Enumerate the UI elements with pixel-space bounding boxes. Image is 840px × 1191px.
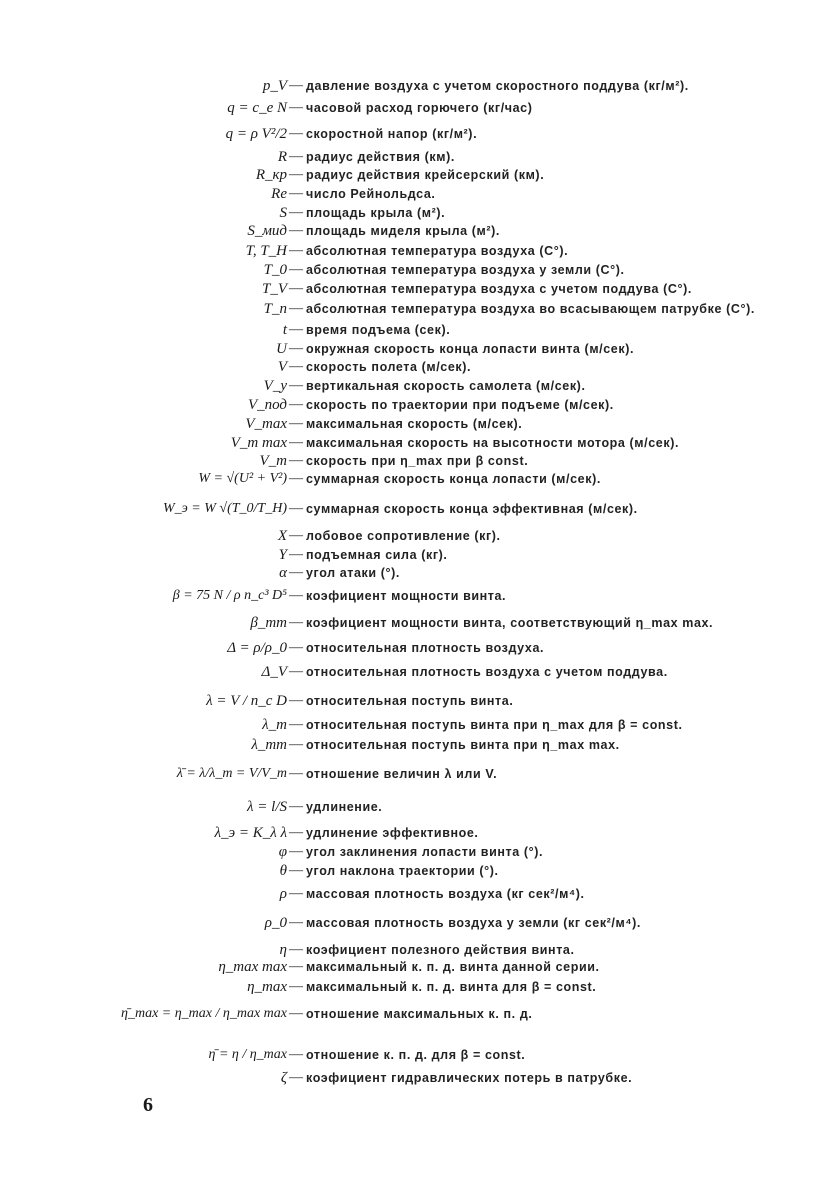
symbol-entry	[0, 660, 840, 684]
symbol-entry	[0, 795, 840, 819]
entry-description: подъемная сила (кг).	[306, 548, 448, 562]
symbol-entry	[0, 122, 840, 146]
symbol-entry	[0, 636, 840, 660]
entry-symbol: R	[277, 149, 287, 165]
entry-dash: —	[289, 471, 303, 486]
entry-symbol: V_m	[259, 453, 287, 469]
entry-dash: —	[289, 717, 303, 732]
entry-dash: —	[289, 281, 303, 296]
entry-dash: —	[289, 799, 303, 814]
entry-symbol: Re	[271, 186, 287, 202]
entry-description: окружная скорость конца лопасти винта (м/сек).	[306, 342, 635, 356]
entry-dash: —	[289, 341, 303, 356]
entry-dash: —	[289, 205, 303, 220]
entry-dash: —	[289, 378, 303, 393]
entry-symbol: t	[282, 322, 287, 338]
entry-description: суммарная скорость конца эффективная (м/сек).	[306, 502, 638, 516]
entry-description: отношение к. п. д. для β = const.	[306, 1048, 526, 1062]
entry-dash: —	[289, 959, 303, 974]
entry-symbol: p_V	[262, 78, 287, 94]
entry-dash: —	[289, 886, 303, 901]
entry-symbol: Y	[278, 547, 287, 563]
entry-symbol: λ = V / n_c D	[206, 693, 287, 709]
entry-symbol: λ = l/S	[247, 799, 287, 815]
entry-dash: —	[289, 126, 303, 141]
symbol-entry	[0, 1002, 840, 1026]
entry-description: скорость по траектории при подъеме (м/сек).	[306, 398, 614, 412]
entry-dash: —	[289, 863, 303, 878]
entry-dash: —	[289, 262, 303, 277]
entry-dash: —	[289, 223, 303, 238]
entry-description: массовая плотность воздуха (кг сек²/м⁴).	[306, 887, 585, 901]
entry-description: относительная плотность воздуха с учетом поддува.	[306, 665, 668, 679]
entry-description: относительная поступь винта.	[306, 694, 514, 708]
entry-symbol: T_V	[261, 281, 287, 297]
entry-description: часовой расход горючего (кг/час)	[306, 101, 533, 115]
entry-symbol: W = √(U² + V²)	[198, 471, 287, 486]
symbol-entry	[0, 689, 840, 713]
entry-symbol: η_max max	[218, 959, 287, 975]
entry-dash: —	[289, 453, 303, 468]
symbol-entry	[0, 74, 840, 98]
entry-dash: —	[289, 100, 303, 115]
entry-description: максимальная скорость (м/сек).	[306, 417, 523, 431]
entry-description: скоростной напор (кг/м²).	[306, 127, 478, 141]
symbol-entry	[0, 911, 840, 935]
entry-dash: —	[289, 565, 303, 580]
entry-symbol: η_max	[247, 979, 287, 995]
entry-symbol: T_п	[263, 301, 287, 317]
entry-description: удлинение эффективное.	[306, 826, 479, 840]
entry-symbol: Δ_V	[261, 664, 287, 680]
entry-symbol: T_0	[263, 262, 287, 278]
symbol-entry	[0, 584, 840, 608]
entry-dash: —	[289, 693, 303, 708]
entry-symbol: η	[279, 942, 287, 958]
entry-description: число Рейнольдса.	[306, 187, 436, 201]
entry-symbol: S_мид	[247, 223, 287, 239]
symbol-entry	[0, 96, 840, 120]
entry-dash: —	[289, 942, 303, 957]
entry-description: площадь миделя крыла (м²).	[306, 224, 500, 238]
entry-symbol: q = ρ V²/2	[225, 126, 287, 142]
entry-symbol: q = c_e N	[227, 100, 287, 116]
entry-dash: —	[289, 416, 303, 431]
entry-symbol: λ_m	[262, 717, 287, 733]
entry-symbol: X	[277, 528, 287, 544]
entry-description: площадь крыла (м²).	[306, 206, 446, 220]
entry-dash: —	[289, 915, 303, 930]
entry-symbol: ρ_0	[264, 915, 287, 931]
entry-symbol: λ̄ = λ/λ_m = V/V_m	[176, 766, 287, 781]
entry-description: удлинение.	[306, 800, 383, 814]
entry-description: относительная поступь винта при η_max max.	[306, 738, 620, 752]
entry-description: относительная плотность воздуха.	[306, 641, 545, 655]
entry-dash: —	[289, 766, 303, 781]
entry-description: время подъема (сек).	[306, 323, 451, 337]
symbol-entry	[0, 561, 840, 585]
entry-description: абсолютная температура воздуха у земли (C°).	[306, 263, 625, 277]
entry-symbol: λ_э = K_λ λ	[214, 825, 287, 841]
entry-symbol: η̄ = η / η_max	[208, 1047, 287, 1062]
symbol-entry	[0, 882, 840, 906]
entry-description: коэфициент мощности винта, соответствующий η_max max.	[306, 616, 714, 630]
entry-dash: —	[289, 737, 303, 752]
entry-dash: —	[289, 844, 303, 859]
entry-dash: —	[289, 397, 303, 412]
entry-description: радиус действия крейсерский (км).	[306, 168, 545, 182]
entry-symbol: ρ	[279, 886, 287, 902]
entry-symbol: V_m max	[230, 435, 287, 451]
entry-dash: —	[289, 664, 303, 679]
entry-symbol: V_y	[263, 378, 287, 394]
entry-dash: —	[289, 528, 303, 543]
entry-description: угол наклона траектории (°).	[306, 864, 499, 878]
entry-symbol: V_max	[245, 416, 287, 432]
entry-description: суммарная скорость конца лопасти (м/сек).	[306, 472, 601, 486]
entry-dash: —	[289, 149, 303, 164]
entry-symbol: V_под	[247, 397, 287, 413]
entry-description: относительная поступь винта при η_max для β = const.	[306, 718, 683, 732]
entry-dash: —	[289, 359, 303, 374]
entry-dash: —	[289, 1047, 303, 1062]
entry-dash: —	[289, 640, 303, 655]
entry-symbol: β = 75 N / ρ n_c³ D⁵	[172, 588, 287, 603]
entry-description: массовая плотность воздуха у земли (кг сек²/м⁴).	[306, 916, 641, 930]
entry-description: максимальный к. п. д. винта для β = const.	[306, 980, 597, 994]
symbol-entry	[0, 467, 840, 491]
entry-description: давление воздуха с учетом скоростного поддува (кг/м²).	[306, 79, 689, 93]
entry-symbol: θ	[279, 863, 287, 879]
entry-description: абсолютная температура воздуха во всасывающем патрубке (C°).	[306, 302, 755, 316]
entry-dash: —	[289, 1006, 303, 1021]
entry-description: коэфициент полезного действия винта.	[306, 943, 575, 957]
entry-dash: —	[289, 322, 303, 337]
entry-description: максимальная скорость на высотности мотора (м/сек).	[306, 436, 680, 450]
entry-symbol: β_mm	[250, 615, 287, 631]
entry-symbol: η̄_max = η_max / η_max max	[121, 1006, 287, 1021]
entry-description: отношение величин λ или V.	[306, 767, 498, 781]
entry-dash: —	[289, 547, 303, 562]
entry-description: отношение максимальных к. п. д.	[306, 1007, 533, 1021]
entry-dash: —	[289, 588, 303, 603]
entry-symbol: T, T_H	[245, 243, 287, 259]
entry-symbol: ζ	[280, 1070, 287, 1086]
entry-dash: —	[289, 615, 303, 630]
entry-symbol: V	[277, 359, 287, 375]
symbol-entry	[0, 1066, 840, 1090]
entry-symbol: U	[276, 341, 287, 357]
entry-dash: —	[289, 501, 303, 516]
entry-dash: —	[289, 1070, 303, 1085]
entry-description: скорость полета (м/сек).	[306, 360, 472, 374]
entry-dash: —	[289, 186, 303, 201]
entry-description: коэфициент мощности винта.	[306, 589, 507, 603]
entry-dash: —	[289, 167, 303, 182]
symbol-entry	[0, 611, 840, 635]
entry-description: абсолютная температура воздуха (C°).	[306, 244, 569, 258]
entry-symbol: φ	[278, 844, 287, 860]
symbol-entry	[0, 497, 840, 521]
entry-description: вертикальная скорость самолета (м/сек).	[306, 379, 586, 393]
entry-symbol: λ_mm	[251, 737, 287, 753]
entry-description: угол заклинения лопасти винта (°).	[306, 845, 544, 859]
entry-description: радиус действия (км).	[306, 150, 455, 164]
symbol-entry	[0, 1043, 840, 1067]
page-number: 6	[143, 1094, 153, 1116]
entry-dash: —	[289, 243, 303, 258]
symbol-entry	[0, 859, 840, 883]
entry-symbol: R_кр	[255, 167, 287, 183]
entry-description: коэфициент гидравлических потерь в патрубке.	[306, 1071, 633, 1085]
entry-symbol: Δ = ρ/ρ_0	[227, 640, 287, 656]
entry-description: абсолютная температура воздуха с учетом поддува (C°).	[306, 282, 692, 296]
symbol-entry	[0, 975, 840, 999]
symbol-entry	[0, 762, 840, 786]
symbol-entry	[0, 733, 840, 757]
entry-dash: —	[289, 78, 303, 93]
entry-dash: —	[289, 301, 303, 316]
entry-symbol: S	[279, 205, 287, 221]
entry-symbol: α	[279, 565, 287, 581]
entry-dash: —	[289, 825, 303, 840]
entry-dash: —	[289, 435, 303, 450]
entry-symbol: W_э = W √(T_0/T_H)	[162, 501, 287, 516]
entry-description: угол атаки (°).	[306, 566, 400, 580]
entry-description: максимальный к. п. д. винта данной серии.	[306, 960, 600, 974]
entry-dash: —	[289, 979, 303, 994]
entry-description: лобовое сопротивление (кг).	[306, 529, 501, 543]
entry-description: скорость при η_max при β const.	[306, 454, 529, 468]
